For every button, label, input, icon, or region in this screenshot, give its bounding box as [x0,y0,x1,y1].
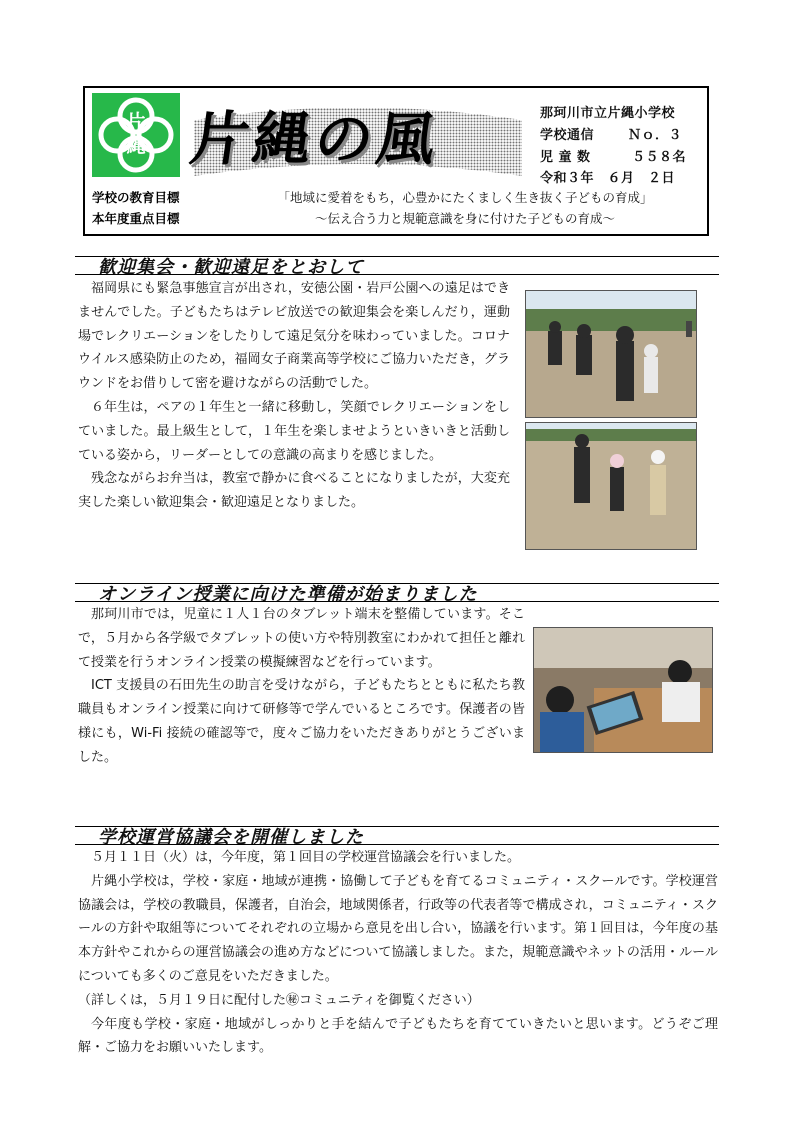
focus-text: ～伝え合う力と規範意識を身に付けた子どもの育成～ [314,211,615,226]
section-1-title: 歓迎集会・歓迎遠足をとおして [98,257,364,278]
newsletter-label: 学校通信 [540,128,595,143]
photo-field-recreation [525,422,697,550]
section-1-paragraph: 残念ながらお弁当は，教室で静かに食べることになりましたが，大変充実した楽しい歓迎集会・歓迎遠足となりました。 [78,471,510,511]
students-label: 児 童 数 [540,150,591,165]
section-2-paragraph: ICT 支援員の石田先生の助言を受けながら，子どもたちとともに私たち教職員もオンライン授業に向けて研修等で学んでいるところです。保護者の皆様にも，Wi-Fi 接続の確認等で，度々ご協力をいただきありがとうございました。 [78,678,525,765]
section-1-rule [75,274,719,275]
section-3-rule [75,844,719,845]
section-3-paragraph: 片縄小学校は，学校・家庭・地域が連携・協働して子どもを育てるコミュニティ・スクールです。学校運営協議会は，学校の教職員，保護者，自治会，地域関係者，行政等の代表者等で構成され，コミュニティ・スクールの方針や取組等についてそれぞれの立場から意見を出し合い，協議を行います。第１回目は，今年度の基本方針やこれからの運営協議会の進め方などについて協議しました。また，規範意識やネットの活用・ルールについても多くのご意見をいただきました。 [78,873,718,984]
newsletter-title-text: 片縄の風 [186,105,444,173]
section-1-paragraph: 福岡県にも緊急事態宣言が出され，安徳公園・岩戸公園への遠足はできませんでした。子どもたちはテレビ放送での歓迎集会を楽しんだり，運動場でレクリエーションをしたりして遠足気分を味わっていました。コロナウイルス感染防止のため，福岡女子商業高等学校にご協力いただき，グラウンドをお借りして密を避けながらの活動でした。 [78,281,510,392]
photo-field-walk [525,290,697,418]
student-count: ５５８名 [632,150,687,165]
issue-date: 令和３年 ６月 ２日 [540,171,676,186]
goal-text: 「地域に愛着をもち，心豊かにたくましく生き抜く子どもの育成」 [277,190,653,205]
logo-text: 片縄 [126,111,146,157]
focus-label: 本年度重点目標 [92,211,180,226]
issue-number: Ｎｏ．３ [628,128,683,143]
section-1-body [78,277,510,515]
section-2-rule [75,601,719,602]
section-2-title: オンライン授業に向けた準備が始まりました [98,584,478,605]
section-3-paragraph: （詳しくは，５月１９日に配付した㊙コミュニティを御覧ください） [78,992,480,1008]
section-3-paragraph: 今年度も学校・家庭・地域がしっかりと手を結んで子どもたちを育てていきたいと思います。どうぞご理解・ご協力をお願いいたします。 [78,1016,718,1056]
section-3-title: 学校運営協議会を開催しました [98,827,364,848]
section-3-paragraph: ５月１１日（火）は，今年度，第１回目の学校運営協議会を行いました。 [91,850,521,865]
section-2-paragraph: 那珂川市では，児童に１人１台のタブレット端末を整備しています。そこで，５月から各学級でタブレットの使い方や特別教室にわかれて担任と離れて授業を行うオンライン授業の模擬練習などを行っています。 [78,607,525,670]
section-2-body [78,603,525,770]
section-3-body [78,846,718,1060]
goal-label: 学校の教育目標 [92,190,180,205]
school-name: 那珂川市立片縄小学校 [540,106,676,121]
photo-tablet-class [533,627,713,753]
section-1-paragraph: ６年生は，ペアの１年生と一緒に移動し，笑顔でレクリエーションをしていました。最上級生として，１年生を楽しませようといきいきと活動している姿から，リーダーとしての意識の高まりを感じました。 [78,399,510,463]
